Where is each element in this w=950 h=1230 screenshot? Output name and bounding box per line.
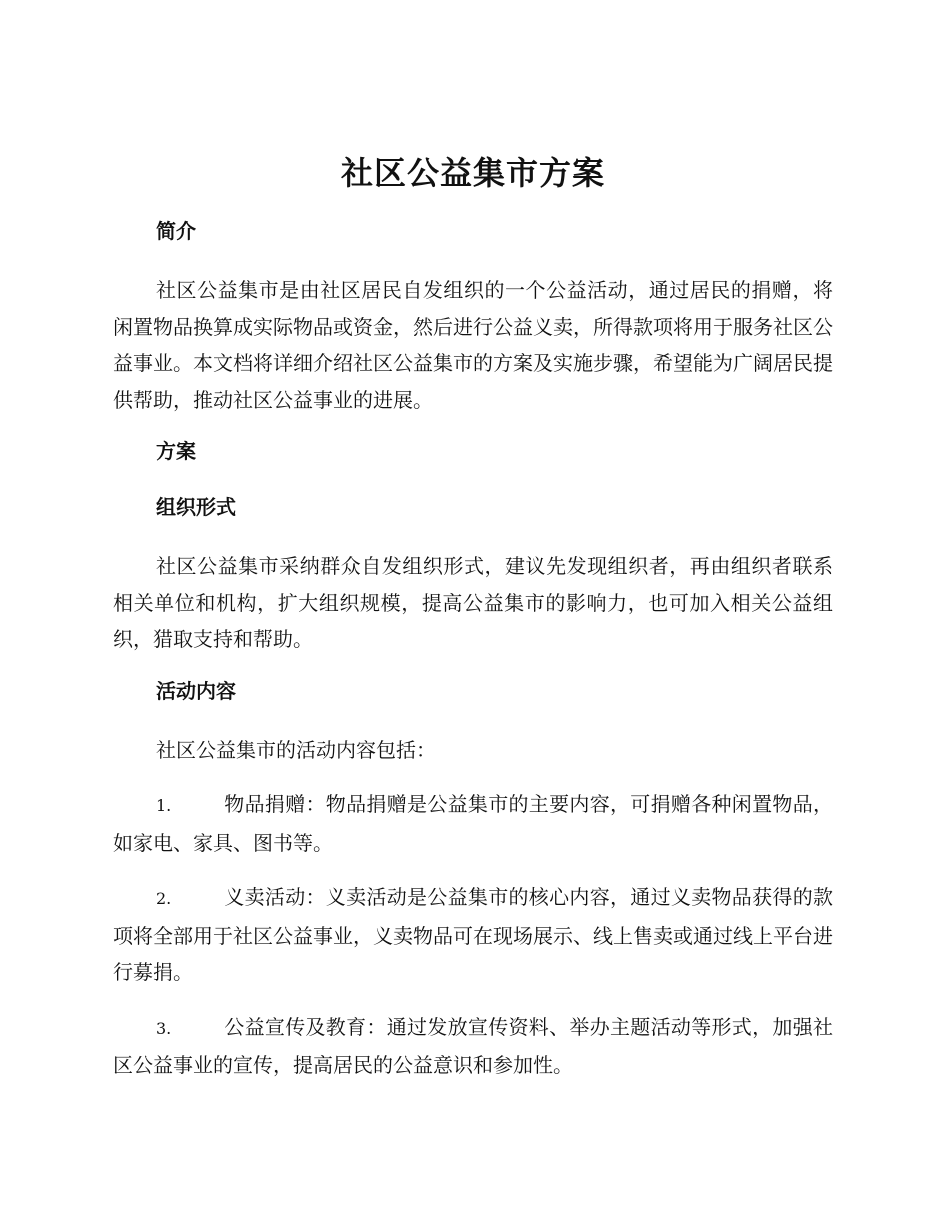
section-heading-organization: 组织形式	[156, 495, 236, 519]
activities-intro-paragraph: 社区公益集市的活动内容包括：	[156, 737, 436, 762]
list-item-text: 公益宣传及教育：通过发放宣传资料、举办主题活动等形式，加强社区公益事业的宣传，提高居民的公益意识和参加性。	[113, 1014, 833, 1077]
page-title: 社区公益集市方案	[340, 154, 605, 192]
list-item	[113, 1009, 833, 1084]
list-number: 1.	[156, 796, 172, 815]
list-number: 2.	[156, 889, 172, 908]
section-heading-plan: 方案	[156, 439, 196, 463]
section-heading-activities: 活动内容	[156, 678, 236, 703]
organization-paragraph: 社区公益集市采纳群众自发组织形式，建议先发现组织者，再由组织者联系相关单位和机构，扩大组织规模，提高公益集市的影响力，也可加入相关公益组织，猎取支持和帮助。	[113, 554, 833, 651]
list-item	[113, 879, 833, 991]
list-item-text: 物品捐赠：物品捐赠是公益集市的主要内容，可捐赠各种闲置物品，如家电、家具、图书等。	[113, 792, 833, 855]
list-item-text: 义卖活动：义卖活动是公益集市的核心内容，通过义卖物品获得的款项将全部用于社区公益事业，义卖物品可在现场展示、线上售卖或通过线上平台进行募捐。	[113, 885, 833, 984]
section-heading-intro: 简介	[156, 219, 196, 243]
list-number: 3.	[156, 1018, 172, 1038]
list-item	[113, 786, 833, 861]
intro-paragraph: 社区公益集市是由社区居民自发组织的一个公益活动，通过居民的捐赠，将闲置物品换算成实际物品或资金，然后进行公益义卖，所得款项将用于服务社区公益事业。本文档将详细介绍社区公益集市的方案及实施步骤，希望能为广阔居民提供帮助，推动社区公益事业的进展。	[113, 278, 833, 412]
document-page	[113, 150, 833, 1102]
